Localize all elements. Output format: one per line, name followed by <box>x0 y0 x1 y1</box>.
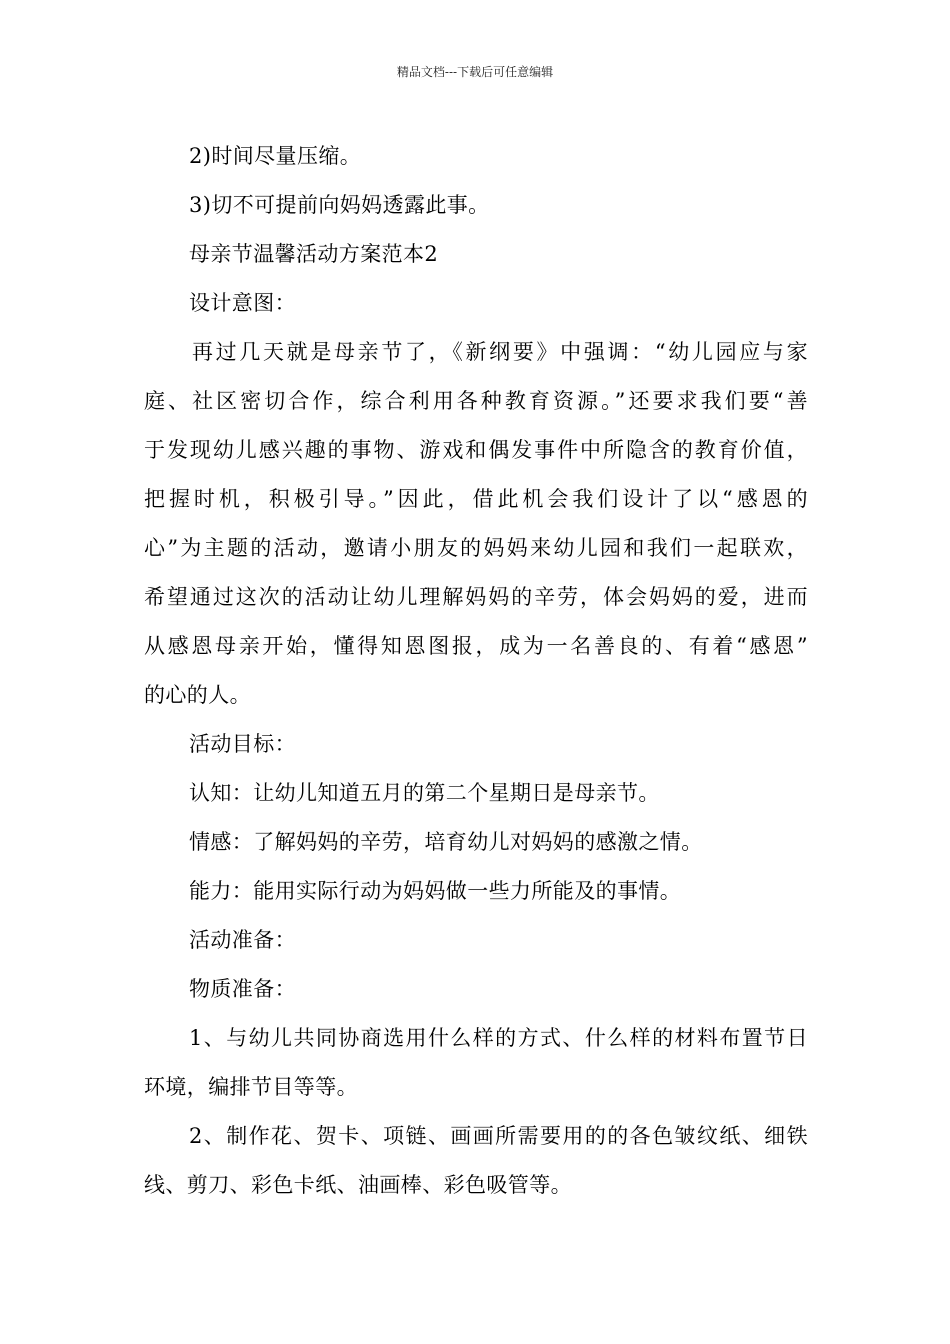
document-body <box>144 132 808 1210</box>
paragraph-line: 庭、社区密切合作，综合利用各种教育资源。”还要求我们要“善 <box>144 389 808 413</box>
paragraph-line-last: 的心的人。 <box>144 683 251 707</box>
paragraph-line: 把握时机，积极引导。”因此，借此机会我们设计了以“感恩的 <box>144 487 808 511</box>
paragraph-line: 再过几天就是母亲节了，《新纲要》中强调：“幼儿园应与家 <box>192 340 808 364</box>
paragraph-line: 于发现幼儿感兴趣的事物、游戏和偶发事件中所隐含的教育价值， <box>144 438 808 462</box>
heading-activity-goals: 活动目标： <box>189 732 296 756</box>
prep-item-1-line-last: 环境，编排节目等等。 <box>144 1075 358 1099</box>
goal-ability: 能力：能用实际行动为妈妈做一些力所能及的事情。 <box>189 879 682 903</box>
goal-cognition: 认知：让幼儿知道五月的第二个星期日是母亲节。 <box>189 781 660 805</box>
heading-material-prep: 物质准备： <box>189 977 296 1001</box>
list-item-secret: 3)切不可提前向妈妈透露此事。 <box>189 193 490 217</box>
paragraph-line: 从感恩母亲开始，懂得知恩图报，成为一名善良的、有着“感恩” <box>144 634 808 658</box>
page-header: 精品文档---下载后可任意编辑 <box>396 65 554 79</box>
goal-emotion: 情感：了解妈妈的辛劳，培育幼儿对妈妈的感激之情。 <box>189 830 703 854</box>
paragraph-line: 希望通过这次的活动让幼儿理解妈妈的辛劳，体会妈妈的爱，进而 <box>144 585 808 609</box>
list-item-time: 2)时间尽量压缩。 <box>189 144 362 168</box>
prep-item-2-line: 2、制作花、贺卡、项链、画画所需要用的的各色皱纹纸、细铁 <box>189 1124 808 1148</box>
heading-activity-prep: 活动准备： <box>189 928 296 952</box>
prep-item-2-line-last: 线、剪刀、彩色卡纸、油画棒、彩色吸管等。 <box>144 1173 572 1197</box>
heading-design-intent: 设计意图： <box>189 291 296 315</box>
prep-item-1-line: 1、与幼儿共同协商选用什么样的方式、什么样的材料布置节日 <box>189 1026 808 1050</box>
paragraph-line: 心”为主题的活动，邀请小朋友的妈妈来幼儿园和我们一起联欢， <box>144 536 808 560</box>
section-title: 母亲节温馨活动方案范本2 <box>189 242 439 266</box>
